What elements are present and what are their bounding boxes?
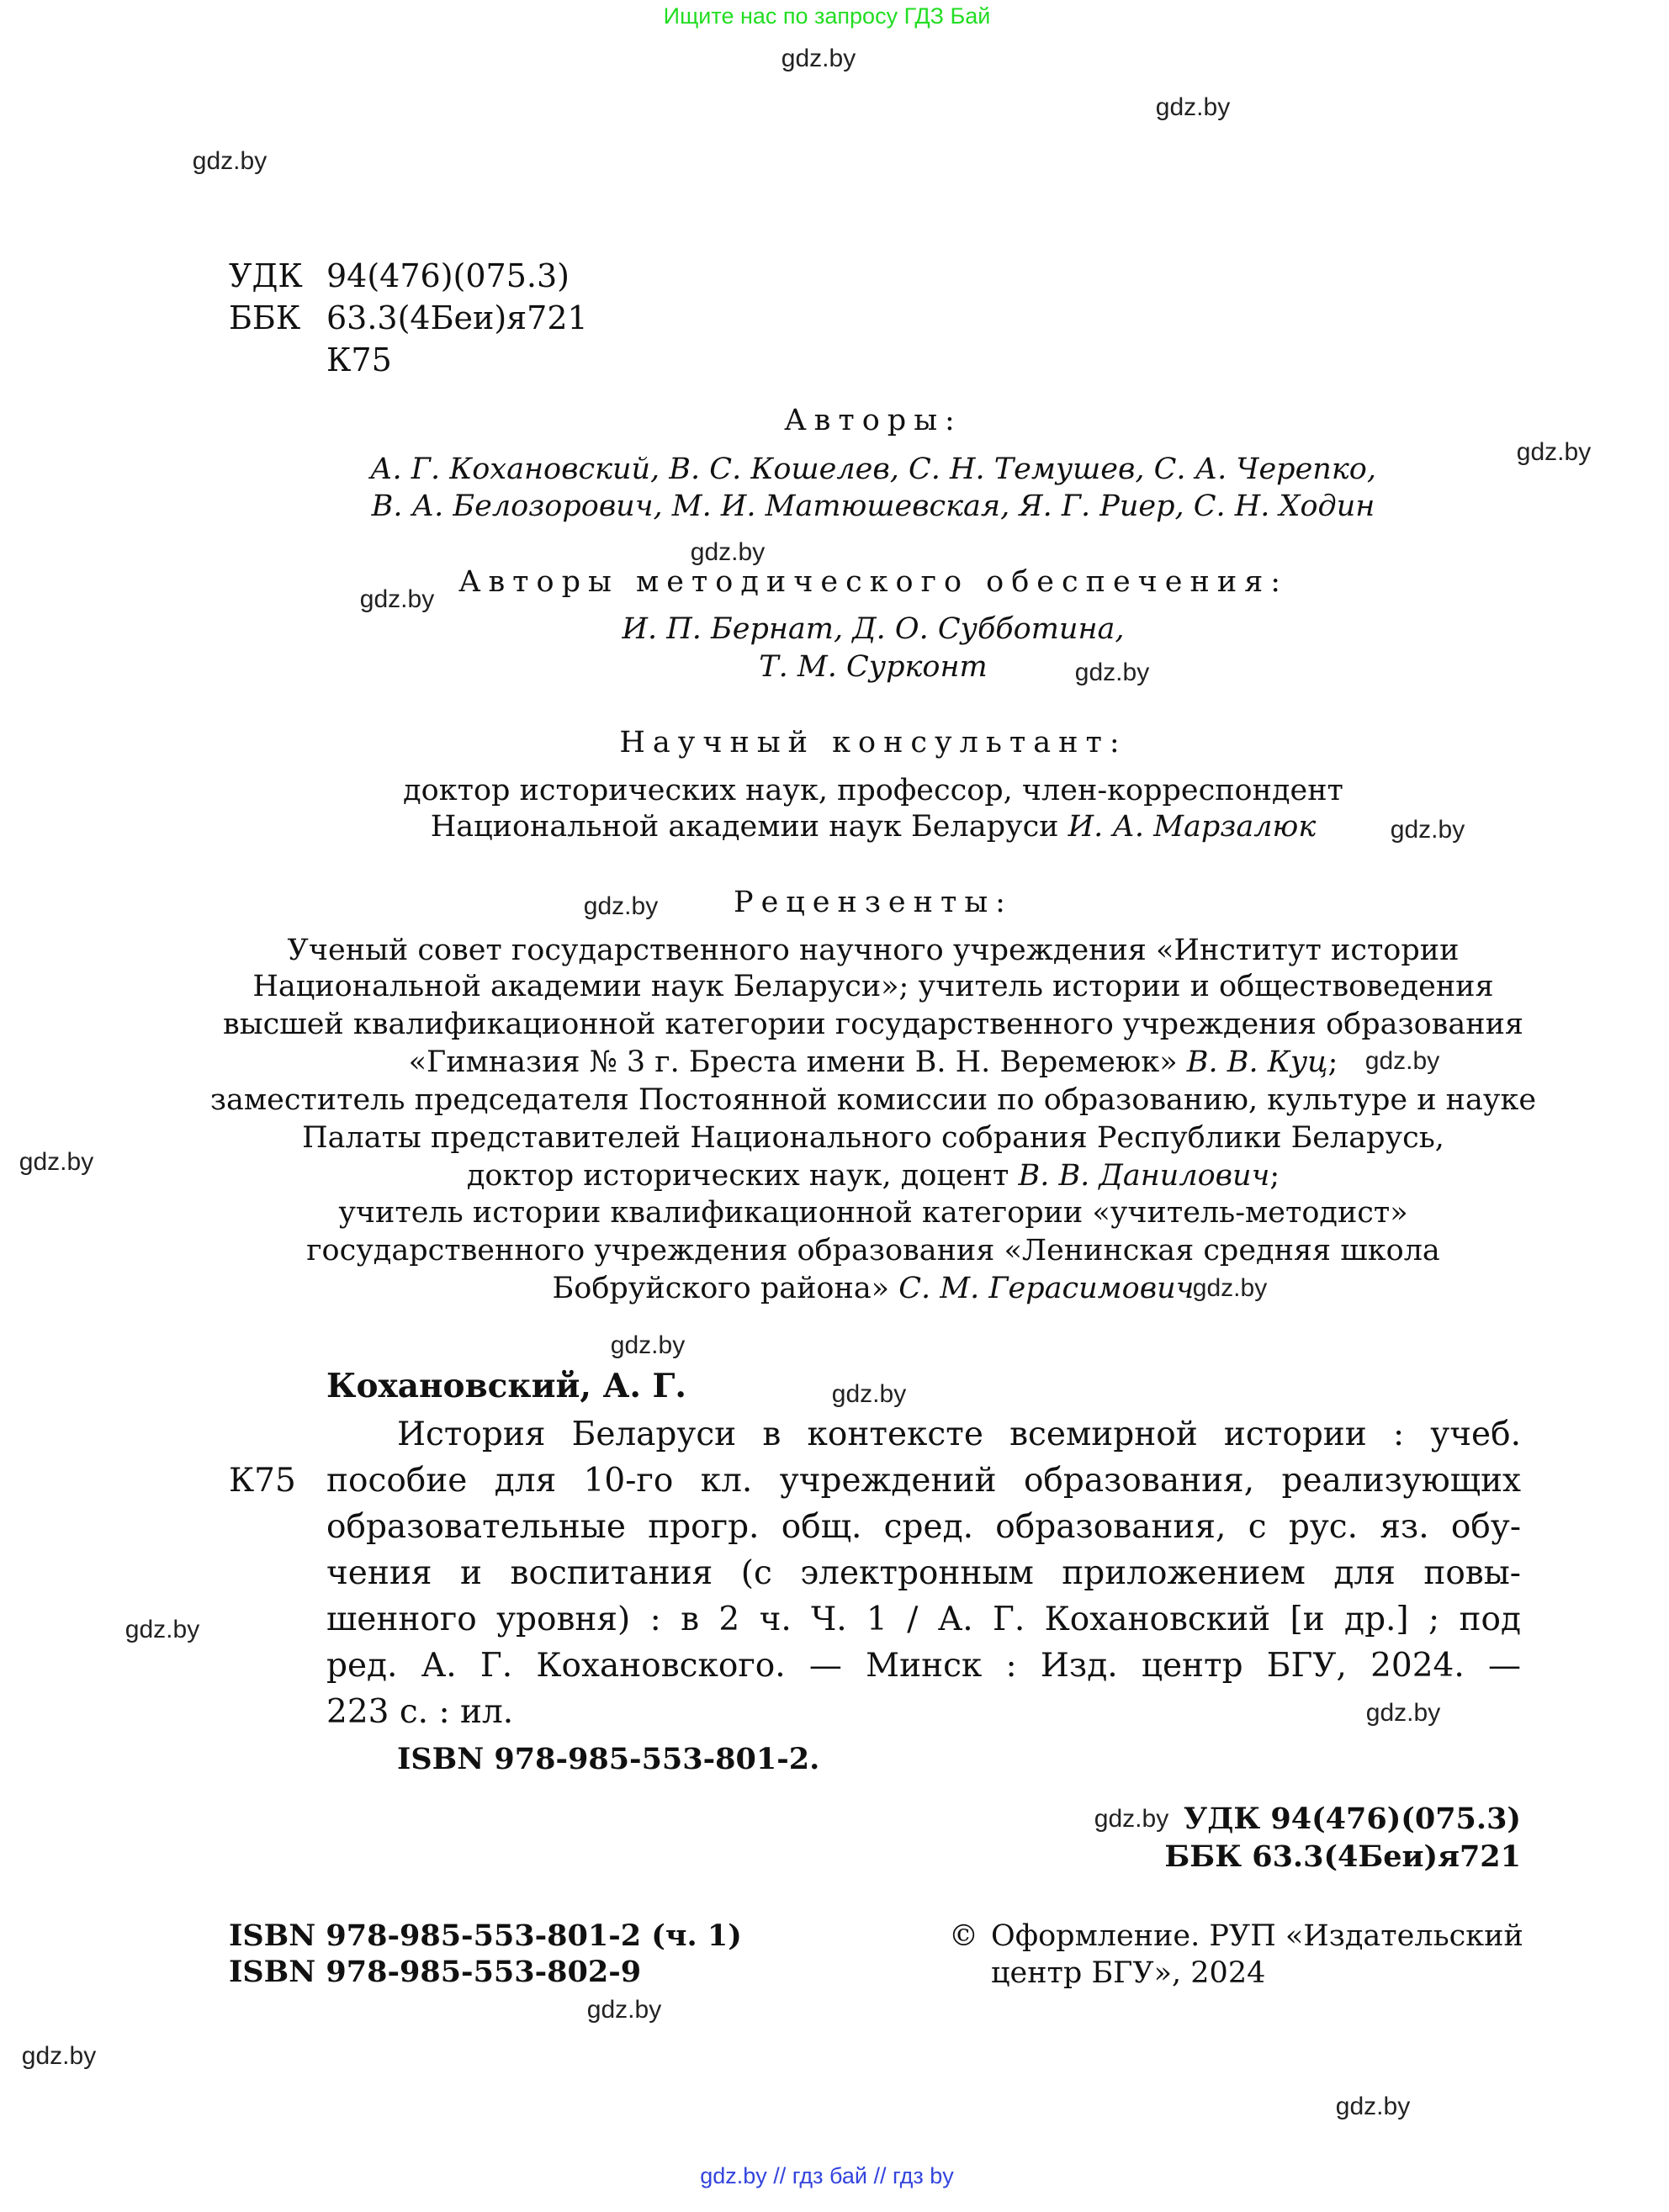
reviewer-line: Национальной академии наук Беларуси»; учитель истории и обществоведения bbox=[252, 970, 1494, 1003]
isbn-part1: ISBN 978-985-553-801-2 (ч. 1) bbox=[229, 1918, 742, 1953]
watermark: gdz.by bbox=[1516, 438, 1592, 466]
consultant-text: Национальной академии наук Беларуси bbox=[430, 810, 1068, 844]
reviewer-text: доктор исторических наук, доцент bbox=[466, 1159, 1019, 1193]
authors-heading: Авторы: bbox=[784, 404, 962, 437]
reviewer-line: высшей квалификационной категории государственного учреждения образования bbox=[223, 1008, 1523, 1041]
copyright-line: центр БГУ», 2024 bbox=[991, 1956, 1266, 1990]
bbk-value: 63.3(4Беи)я721 bbox=[326, 299, 588, 336]
watermark: gdz.by bbox=[1390, 816, 1465, 844]
punctuation: ; bbox=[1269, 1159, 1280, 1193]
watermark: gdz.by bbox=[21, 2042, 97, 2070]
copyright-icon: © bbox=[949, 1919, 978, 1953]
watermark: gdz.by bbox=[1155, 93, 1231, 121]
watermark: gdz.by bbox=[1192, 1274, 1268, 1302]
bbk-label: ББК bbox=[229, 299, 301, 336]
reviewer-line: Ученый совет государственного научного учреждения «Институт истории bbox=[287, 934, 1460, 967]
watermark: gdz.by bbox=[1335, 2093, 1411, 2120]
reviewer-text: Бобруйского района» bbox=[552, 1272, 899, 1305]
footer-links[interactable]: gdz.by // гдз бай // гдз by bbox=[700, 2163, 954, 2188]
catalog-author: Кохановский, А. Г. bbox=[326, 1367, 687, 1405]
watermark: gdz.by bbox=[1094, 1805, 1169, 1833]
watermark: gdz.by bbox=[359, 585, 435, 613]
author-sign: К75 bbox=[326, 341, 392, 378]
catalog-bbk: ББК 63.3(4Беи)я721 bbox=[1164, 1839, 1521, 1874]
reviewer-line: государственного учреждения образования «Ленинская средняя школа bbox=[306, 1234, 1440, 1267]
reviewers-heading: Рецензенты: bbox=[734, 886, 1013, 919]
watermark: gdz.by bbox=[583, 892, 659, 920]
reviewer-line bbox=[0, 1270, 1669, 1307]
reviewer-name: В. В. Куц bbox=[1186, 1045, 1328, 1079]
catalog-description bbox=[326, 1411, 1521, 1735]
catalog-line: 223 с. : ил. bbox=[326, 1693, 514, 1731]
watermark: gdz.by bbox=[690, 538, 766, 566]
methodical-authors-line: Т. М. Сурконт bbox=[759, 650, 988, 684]
catalog-sign: К75 bbox=[229, 1462, 296, 1500]
reviewer-name: С. М. Герасимович bbox=[898, 1272, 1195, 1305]
consultant-line bbox=[0, 808, 1669, 845]
reviewer-line bbox=[0, 1157, 1669, 1194]
consultant-line: доктор исторических наук, профессор, член-корреспондент bbox=[403, 774, 1343, 807]
catalog-line: образовательные прогр. общ. сред. образования, с рус. яз. обу- bbox=[326, 1508, 1521, 1546]
reviewer-line bbox=[0, 1044, 1669, 1081]
watermark: gdz.by bbox=[781, 45, 856, 72]
catalog-line: ред. А. Г. Кохановского. — Минск : Изд. центр БГУ, 2024. — bbox=[326, 1647, 1521, 1685]
reviewer-name: В. В. Данилович bbox=[1018, 1159, 1270, 1193]
catalog-isbn: ISBN 978-985-553-801-2. bbox=[397, 1742, 820, 1776]
udk-value: 94(476)(075.3) bbox=[326, 257, 570, 294]
watermark: gdz.by bbox=[586, 1996, 662, 2024]
reviewer-line: заместитель председателя Постоянной комиссии по образованию, культуре и науке bbox=[209, 1083, 1537, 1117]
isbn-set: ISBN 978-985-553-802-9 bbox=[229, 1955, 642, 1989]
catalog-line: История Беларуси в контексте всемирной истории : учеб. bbox=[397, 1416, 1521, 1453]
punctuation: ; bbox=[1327, 1045, 1338, 1079]
catalog-line: пособие для 10-го кл. учреждений образования, реализующих bbox=[326, 1462, 1521, 1500]
reviewer-text: «Гимназия № 3 г. Бреста имени В. Н. Веремеюк» bbox=[408, 1045, 1187, 1079]
catalog-udk: УДК 94(476)(075.3) bbox=[1183, 1802, 1521, 1836]
catalog-line: шенного уровня) : в 2 ч. Ч. 1 / А. Г. Кохановский [и др.] ; под bbox=[326, 1601, 1521, 1638]
authors-line: А. Г. Кохановский, В. С. Кошелев, С. Н. Темушев, С. А. Черепко, bbox=[370, 452, 1376, 486]
reviewer-line: Палаты представителей Национального собрания Республики Беларусь, bbox=[302, 1121, 1444, 1155]
consultant-heading: Научный консультант: bbox=[619, 726, 1127, 759]
watermark: gdz.by bbox=[831, 1380, 907, 1408]
watermark: gdz.by bbox=[125, 1616, 200, 1643]
authors-line: В. А. Белозорович, М. И. Матюшевская, Я. Г. Риер, С. Н. Ходин bbox=[371, 489, 1375, 523]
watermark: gdz.by bbox=[19, 1148, 94, 1176]
watermark: gdz.by bbox=[1074, 659, 1150, 686]
methodical-authors-line: И. П. Бернат, Д. О. Субботина, bbox=[622, 612, 1125, 646]
watermark: gdz.by bbox=[1364, 1047, 1440, 1075]
consultant-name: И. А. Марзалюк bbox=[1068, 810, 1317, 844]
watermark: gdz.by bbox=[1365, 1699, 1441, 1727]
methodical-authors-heading: Авторы методического обеспечения: bbox=[458, 565, 1289, 599]
watermark: gdz.by bbox=[192, 147, 268, 175]
search-banner[interactable]: Ищите нас по запросу ГДЗ Бай bbox=[663, 3, 991, 29]
reviewer-line: учитель истории квалификационной категории «учитель-методист» bbox=[338, 1196, 1408, 1230]
watermark: gdz.by bbox=[610, 1331, 686, 1359]
catalog-line: чения и воспитания (с электронным приложением для повы- bbox=[326, 1554, 1521, 1592]
copyright-line: Оформление. РУП «Издательский bbox=[991, 1919, 1523, 1953]
udk-label: УДК bbox=[229, 257, 303, 294]
